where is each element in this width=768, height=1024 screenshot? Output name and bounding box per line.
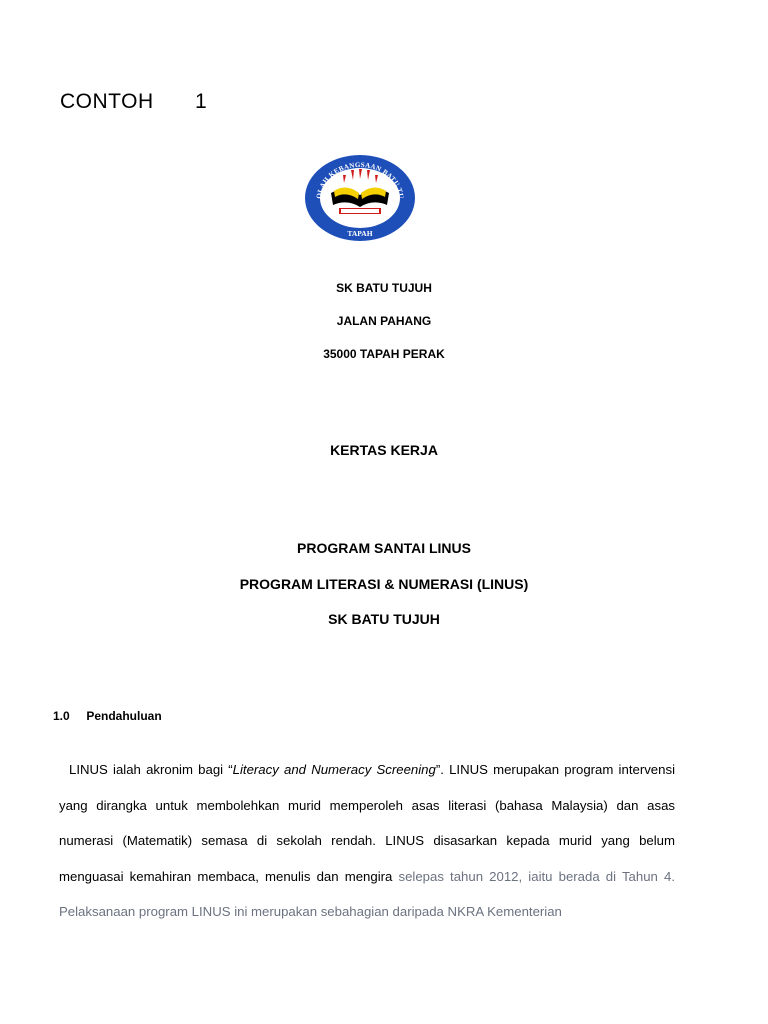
section-title: Pendahuluan: [86, 709, 162, 723]
contoh-label: CONTOH: [60, 90, 154, 113]
school-logo: [303, 153, 417, 243]
school-crest-icon: [303, 153, 417, 243]
contoh-number: 1: [195, 90, 208, 113]
contoh-heading: [60, 90, 208, 114]
logo-arc-text: OLAH KEBANGSAAN BATU TU: [314, 160, 406, 200]
section-heading: [53, 709, 162, 723]
program-title-3: SK BATU TUJUH: [328, 611, 440, 627]
school-city: 35000 TAPAH PERAK: [323, 347, 445, 361]
program-title-1: PROGRAM SANTAI LINUS: [297, 540, 471, 556]
para-part-4: selepas tahun 2012, iaitu berada di Tahun 4. Pelaksanaan program LINUS ini merupakan sebahagian daripada NKRA Kementerian: [59, 868, 675, 919]
para-part-1: LINUS ialah akronim bagi “: [69, 762, 233, 777]
intro-paragraph: [59, 752, 675, 930]
school-name: SK BATU TUJUH: [336, 281, 432, 295]
school-street: JALAN PAHANG: [336, 314, 432, 328]
program-title-2: PROGRAM LITERASI & NUMERASI (LINUS): [239, 576, 529, 592]
logo-bottom-text: TAPAH: [347, 229, 373, 238]
para-part-3: ”. LINUS merupakan program intervensi yang dirangka untuk membolehkan murid memperoleh asas literasi (bahasa Malaysia) dan asas numerasi (Matematik) semasa di sekolah rendah. LINUS disasarkan kepada murid yang belum menguasai kemahiran membaca, menulis dan mengira: [59, 762, 675, 884]
para-part-2: Literacy and Numeracy Screening: [232, 762, 436, 777]
section-number: 1.0: [53, 709, 70, 723]
document-type: KERTAS KERJA: [330, 442, 438, 458]
